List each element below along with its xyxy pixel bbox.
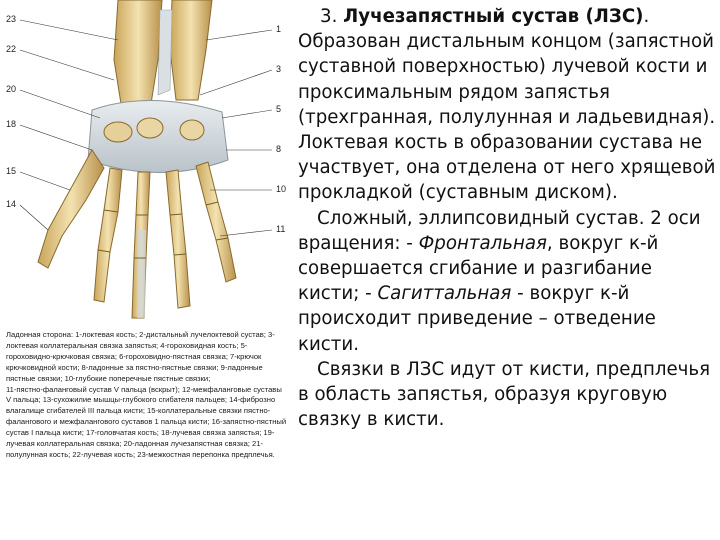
label-number: 22	[6, 44, 17, 54]
label-number: 3	[276, 64, 282, 74]
section-heading	[298, 4, 716, 29]
frontal-axis-term: Фронтальная	[418, 232, 547, 254]
index-finger-bones	[94, 168, 122, 302]
heading-end: .	[643, 6, 650, 27]
hand-bones-drawing	[0, 0, 292, 330]
paragraph-axes	[298, 206, 716, 357]
lunate-bone	[137, 118, 163, 138]
ulna-bone	[170, 0, 212, 100]
little-finger-bones	[196, 162, 236, 282]
radius-bone	[114, 0, 162, 110]
axes-text-c: - вокруг к-й происходит приведение – отведение кисти.	[298, 283, 656, 355]
label-number: 14	[6, 199, 17, 209]
axes-text-b: , вокруг к-й совершается сгибание и разгибание кисти; -	[298, 232, 659, 305]
paragraph-formation: Образован дистальным концом (запястной суставной поверхностью) лучевой кости и проксимальным рядом запястья (трехгранная, полулунная и ладьевидная). Локтевая кость в образовании сустава не участвует, она отделена от него хрящевой прокладкой (суставным диском).	[298, 31, 716, 204]
label-number: 1	[276, 24, 282, 34]
axes-text-a: Сложный, эллипсовидный сустав. 2 оси вращения: -	[298, 207, 701, 254]
flexor-tendon-sheath	[137, 230, 146, 318]
label-number: 18	[6, 119, 17, 129]
heading-title: Лучезапястный сустав (ЛЗС)	[343, 6, 644, 27]
label-number: 23	[6, 14, 17, 24]
scaphoid-bone	[104, 122, 132, 142]
wrist-anatomy-illustration	[0, 0, 292, 540]
label-number: 11	[276, 224, 286, 234]
ring-finger-bones	[166, 170, 190, 308]
heading-number: 3.	[320, 6, 344, 27]
label-number: 20	[6, 84, 17, 94]
main-text	[298, 4, 716, 432]
paragraph-ligaments: Связки в ЛЗС идут от кисти, предплечья в область запястья, образуя круговую связку в кисти.	[298, 358, 711, 431]
label-number: 10	[276, 184, 287, 194]
interosseous-membrane	[158, 10, 172, 95]
label-number: 8	[276, 144, 282, 154]
label-number: 5	[276, 104, 282, 114]
pisiform-bone	[180, 120, 204, 140]
sagittal-axis-term: Сагиттальная	[377, 283, 512, 305]
figure-caption: Ладонная сторона: 1-локтевая кость; 2-дистальный лучелоктевой сустав; 3-локтевая коллатеральная связка запястья; 4-гороховидная кость; 5-гороховидно-крючковая связка; 6-гороховидно-пястная связка; 7-крючок крючковидной кости; 8-ладонные за пястно-пястные связки; 9-ладонные пястные связки; 10-глубокие поперечные пястные связки; 11-пястно-фаланговый сустав V пальца (вскрыт); 12-межфаланговые суставы V пальца; 13-сухожилие мышцы-глубокого сгибателя пальцев; 14-фиброзно влагалище сгибателей III пальца кисти; 15-коллатеральные связки пястно-фалангового и межфалангового суставов 1 пальца кисти; 16-запястно-пястный сустав I пальца кисти; 17-головчатая кость; 18-лучевая связка запястья; 19-лучевая коллатеральная связка; 20-ладонная лучезапястная связка; 21-полулунная кость; 22-лучевая кость; 23-межкостная перепонка предплечья.	[6, 330, 287, 459]
label-number: 15	[6, 166, 17, 176]
thumb-bones	[38, 150, 104, 268]
